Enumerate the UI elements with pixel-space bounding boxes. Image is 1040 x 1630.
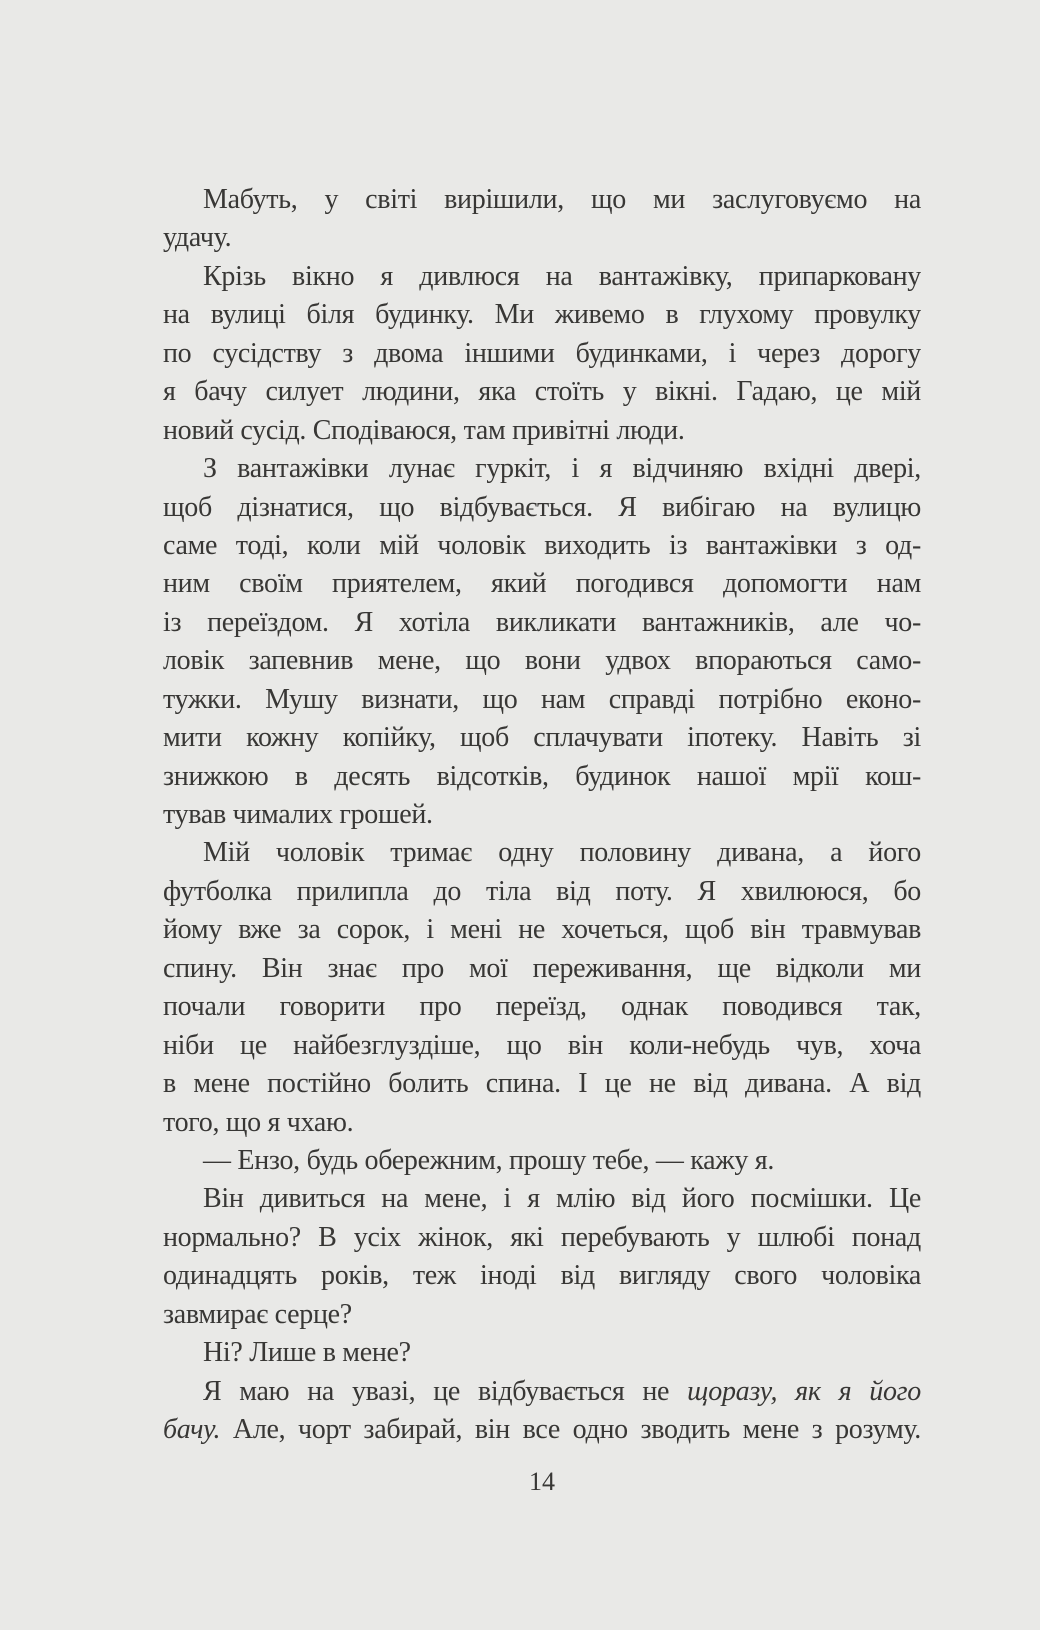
text-segment: Крізь вікно я дивлюся на вантажівку, припарковану bbox=[203, 260, 921, 292]
text-line bbox=[163, 181, 921, 219]
text-line bbox=[163, 834, 921, 872]
text-segment: Він дивиться на мене, і я млію від його посмішки. Це bbox=[203, 1183, 921, 1215]
text-segment: із переїздом. Я хотіла викликати вантажників, але чо- bbox=[163, 606, 921, 638]
text-line bbox=[163, 873, 921, 911]
text-line bbox=[163, 1104, 921, 1142]
text-segment: тував чималих грошей. bbox=[163, 799, 433, 830]
text-segment: Мій чоловік тримає одну половину дивана, а його bbox=[203, 837, 921, 869]
text-line bbox=[163, 527, 921, 565]
text-line bbox=[163, 719, 921, 757]
text-segment: почали говорити про переїзд, однак поводився так, bbox=[163, 991, 921, 1023]
page-text-block bbox=[163, 181, 921, 1449]
text-segment: знижкою в десять відсотків, будинок нашої мрії кош- bbox=[163, 760, 921, 792]
text-line bbox=[163, 1065, 921, 1103]
text-segment: нормально? В усіх жінок, які перебувають у шлюбі понад bbox=[163, 1221, 921, 1253]
text-line bbox=[163, 681, 921, 719]
page-number: 14 bbox=[529, 1467, 555, 1496]
text-segment: того, що я чхаю. bbox=[163, 1106, 354, 1138]
text-line bbox=[163, 1373, 921, 1411]
text-line bbox=[163, 258, 921, 296]
text-line bbox=[163, 412, 921, 450]
text-line bbox=[163, 796, 921, 834]
text-line bbox=[163, 335, 921, 373]
text-segment: одинадцять років, теж іноді від вигляду свого чоловіка bbox=[163, 1260, 921, 1292]
text-segment: Я маю на увазі, це відбувається не bbox=[203, 1375, 688, 1407]
text-segment: на вулиці біля будинку. Ми живемо в глухому провулку bbox=[163, 299, 921, 331]
text-segment: спину. Він знає про мої переживання, ще відколи ми bbox=[163, 952, 921, 984]
text-line bbox=[163, 489, 921, 527]
text-segment-italic: щоразу, як я його bbox=[687, 1375, 921, 1407]
text-segment-italic: бачу. bbox=[163, 1414, 221, 1445]
text-segment: саме тоді, коли мій чоловік виходить із вантажівки з од- bbox=[163, 529, 921, 561]
text-segment: — Ензо, будь обережним, прошу тебе, — кажу я. bbox=[203, 1144, 775, 1176]
text-segment: удачу. bbox=[163, 222, 232, 254]
text-line bbox=[163, 565, 921, 603]
text-segment: завмирає серце? bbox=[163, 1298, 352, 1330]
text-line bbox=[163, 604, 921, 642]
text-segment: Але, чорт забирай, він все одно зводить мене з розуму. bbox=[220, 1414, 921, 1445]
text-line bbox=[163, 296, 921, 334]
text-segment: щоб дізнатися, що відбувається. Я вибігаю на вулицю bbox=[163, 491, 921, 523]
text-segment: тужки. Мушу визнати, що нам справді потрібно еконо- bbox=[163, 683, 921, 715]
text-line bbox=[163, 1142, 921, 1180]
text-segment: ним своїм приятелем, який погодився допомогти нам bbox=[163, 568, 921, 600]
text-line bbox=[163, 1219, 921, 1257]
text-line bbox=[163, 758, 921, 796]
text-segment: по сусідству з двома іншими будинками, і через дорогу bbox=[163, 337, 921, 369]
text-segment: в мене постійно болить спина. І це не від дивана. А від bbox=[163, 1068, 921, 1100]
text-line bbox=[163, 1296, 921, 1334]
text-segment: Ні? Лише в мене? bbox=[203, 1337, 411, 1369]
text-line bbox=[163, 373, 921, 411]
text-line bbox=[163, 1257, 921, 1295]
text-segment: йому вже за сорок, і мені не хочеться, щоб він травмував bbox=[163, 914, 921, 946]
text-line bbox=[163, 1180, 921, 1218]
text-line bbox=[163, 1334, 921, 1372]
text-line bbox=[163, 950, 921, 988]
text-segment: ловік запевнив мене, що вони удвох впораються само- bbox=[163, 645, 921, 677]
text-segment: новий сусід. Сподіваюся, там привітні люди. bbox=[163, 414, 685, 446]
text-line bbox=[163, 911, 921, 949]
text-segment: я бачу силует людини, яка стоїть у вікні. Гадаю, це мій bbox=[163, 376, 921, 408]
text-segment: футболка прилипла до тіла від поту. Я хвилююся, бо bbox=[163, 875, 921, 907]
text-line bbox=[163, 1411, 921, 1449]
text-segment: мити кожну копійку, щоб сплачувати іпотеку. Навіть зі bbox=[163, 722, 921, 754]
text-segment: Мабуть, у світі вирішили, що ми заслуговуємо на bbox=[203, 184, 921, 215]
text-line bbox=[163, 642, 921, 680]
text-segment: З вантажівки лунає гуркіт, і я відчиняю вхідні двері, bbox=[203, 453, 921, 485]
text-line bbox=[163, 450, 921, 488]
text-line bbox=[163, 988, 921, 1026]
text-line bbox=[163, 219, 921, 257]
text-segment: ніби це найбезглуздіше, що він коли-небудь чув, хоча bbox=[163, 1029, 921, 1061]
text-line bbox=[163, 1027, 921, 1065]
